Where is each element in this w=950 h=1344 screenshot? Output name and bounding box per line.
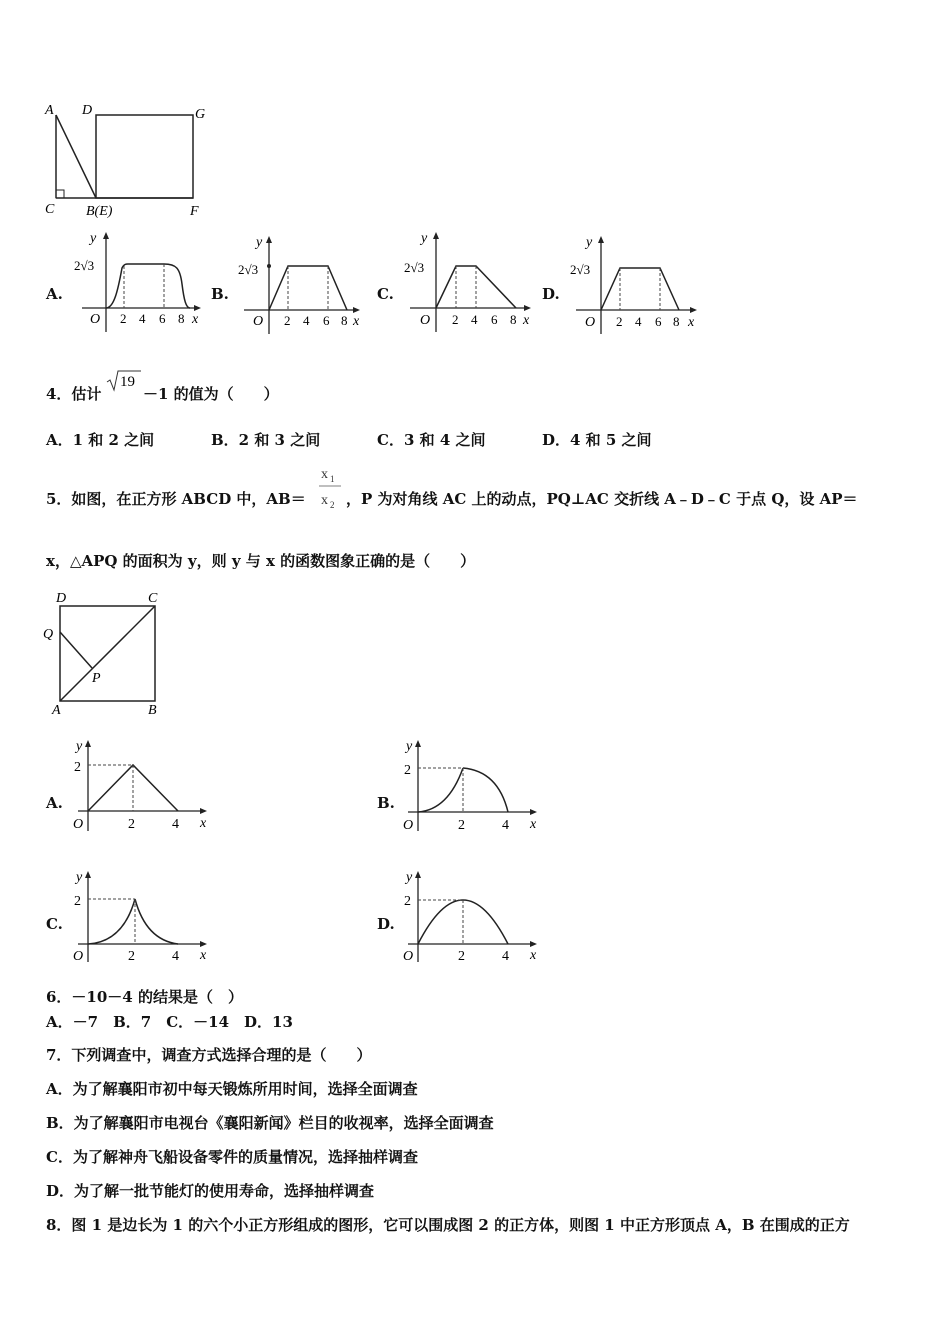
q3D-tick-2: 2 <box>616 314 623 329</box>
q3D-y-label: y <box>586 235 593 250</box>
q3C-x-label: x <box>523 313 530 328</box>
q3A-tick-6: 6 <box>159 311 166 326</box>
q5-line1-suffix: ，P 为对角线 AC 上的动点，PQ⊥AC 交折线 A﹣D﹣C 于点 Q，设 AP＝ <box>346 490 858 508</box>
q3-label-C: C <box>45 202 55 217</box>
q3A-x-label: x <box>192 312 199 327</box>
q4-choice-D[interactable]: D．4 和 5 之间 <box>542 431 652 449</box>
q4-stem-prefix: 4．估计 <box>46 385 102 403</box>
q3-graph-B <box>236 232 366 338</box>
q5-label-Q: Q <box>43 627 54 642</box>
q5-label-D: D <box>56 591 67 606</box>
q3-option-D-label: D. <box>542 285 560 303</box>
q4-stem-suffix: －1 的值为（ ） <box>143 385 279 403</box>
q5-label-P: P <box>92 671 101 686</box>
q5-frac-num: x <box>321 467 328 482</box>
q5-option-C-label: C. <box>46 915 63 933</box>
q7-choice-B[interactable]: B．为了解襄阳市电视台《襄阳新闻》栏目的收视率，选择全面调查 <box>46 1114 494 1132</box>
q5-label-A: A <box>52 703 61 718</box>
q3C-2root3: 2√3 <box>404 260 425 275</box>
q3-graph-D <box>568 232 703 338</box>
q5B-val2: 2 <box>404 763 411 778</box>
q3A-y-label: y <box>90 231 97 246</box>
q3C-O: O <box>420 313 431 328</box>
q5-option-D-label: D. <box>377 915 395 933</box>
q5-frac-den: x <box>321 493 328 508</box>
q4-choice-C[interactable]: C．3 和 4 之间 <box>377 431 486 449</box>
q3C-tick-4: 4 <box>471 312 478 327</box>
q5-graph-D <box>398 866 548 966</box>
q3A-2root3: 2√3 <box>74 258 95 273</box>
q3A-tick-4: 4 <box>139 311 146 326</box>
q5B-tick2: 2 <box>458 818 465 833</box>
q5D-y: y <box>406 870 413 885</box>
q5A-O: O <box>73 817 84 832</box>
q5D-tick4: 4 <box>502 949 509 964</box>
q5-graph-B <box>398 735 548 835</box>
q3B-tick-6: 6 <box>323 313 330 328</box>
q5A-tick4: 4 <box>172 817 179 832</box>
q5-option-B-label: B. <box>377 794 395 812</box>
q3-label-D: D <box>82 103 93 118</box>
q3A-tick-8: 8 <box>178 311 185 326</box>
q3-label-F: F <box>190 204 199 219</box>
q3C-tick-6: 6 <box>491 312 498 327</box>
q7-stem: 7．下列调查中，调查方式选择合理的是（ ） <box>46 1046 372 1064</box>
q4-choice-A[interactable]: A．1 和 2 之间 <box>46 431 155 449</box>
q3B-x-label: x <box>353 314 360 329</box>
q3B-2root3: 2√3 <box>238 262 259 277</box>
q5-frac-num-sub: 1 <box>330 474 335 484</box>
q5-graph-A <box>68 735 218 835</box>
q5-graph-C <box>68 866 218 966</box>
q5-line1-prefix: 5．如图，在正方形 ABCD 中，AB＝ <box>46 490 306 508</box>
q5B-tick4: 4 <box>502 818 509 833</box>
q5-line2: x，△APQ 的面积为 y，则 y 与 x 的函数图象正确的是（ ） <box>46 552 476 570</box>
q3B-O: O <box>253 314 264 329</box>
q3C-tick-8: 8 <box>510 312 517 327</box>
q3-option-A-label: A. <box>46 285 63 303</box>
q5C-tick4: 4 <box>172 949 179 964</box>
q3B-y-label: y <box>256 235 263 250</box>
q6-stem: 6．－10－4 的结果是（ ） <box>46 988 243 1006</box>
q3D-tick-4: 4 <box>635 314 642 329</box>
q5A-tick2: 2 <box>128 817 135 832</box>
q3D-2root3: 2√3 <box>570 262 591 277</box>
q6-choices[interactable]: A．－7 B．7 C．－14 D．13 <box>46 1013 293 1031</box>
q4-sqrt-19 <box>106 368 142 394</box>
q5B-y: y <box>406 739 413 754</box>
q3A-O: O <box>90 312 101 327</box>
q7-choice-C[interactable]: C．为了解神舟飞船设备零件的质量情况，选择抽样调查 <box>46 1148 418 1166</box>
q5D-tick2: 2 <box>458 949 465 964</box>
q3-label-G: G <box>195 107 206 122</box>
q5-figure <box>40 588 170 720</box>
q3C-y-label: y <box>421 231 428 246</box>
q5-option-A-label: A. <box>46 794 63 812</box>
q7-choice-A[interactable]: A．为了解襄阳市初中每天锻炼所用时间，选择全面调查 <box>46 1080 418 1098</box>
q3D-tick-6: 6 <box>655 314 662 329</box>
q3-graph-C <box>402 228 537 338</box>
q8-stem: 8．图 1 是边长为 1 的六个小正方形组成的图形，它可以围成图 2 的正方体，则图 1 中正方形顶点 A，B 在围成的正方 <box>46 1216 850 1234</box>
q4-choice-B[interactable]: B．2 和 3 之间 <box>211 431 321 449</box>
q5A-val2: 2 <box>74 760 81 775</box>
q5D-val2: 2 <box>404 894 411 909</box>
q5-frac-den-sub: 2 <box>330 500 335 510</box>
q3B-tick-8: 8 <box>341 313 348 328</box>
q5C-O: O <box>73 949 84 964</box>
q3B-tick-4: 4 <box>303 313 310 328</box>
q3-option-B-label: B. <box>211 285 229 303</box>
q7-choice-D[interactable]: D．为了解一批节能灯的使用寿命，选择抽样调查 <box>46 1182 375 1200</box>
q3-graph-A <box>72 228 207 338</box>
q3-label-A: A <box>45 103 54 118</box>
q5-fraction <box>318 462 344 514</box>
q3C-tick-2: 2 <box>452 312 459 327</box>
q5A-y: y <box>76 739 83 754</box>
q5B-O: O <box>403 818 414 833</box>
q3D-x-label: x <box>688 315 695 330</box>
q3D-tick-8: 8 <box>673 314 680 329</box>
q3-label-BE: B(E) <box>86 204 113 219</box>
q3A-tick-2: 2 <box>120 311 127 326</box>
q3-figure <box>40 98 220 223</box>
q5C-x: x <box>200 948 207 963</box>
q3D-O: O <box>585 315 596 330</box>
q5-label-C: C <box>148 591 158 606</box>
q3-option-C-label: C. <box>377 285 394 303</box>
q5C-tick2: 2 <box>128 949 135 964</box>
q5C-y: y <box>76 870 83 885</box>
q4-radicand: 19 <box>120 374 135 390</box>
q3B-tick-2: 2 <box>284 313 291 328</box>
q5A-x: x <box>200 816 207 831</box>
q5B-x: x <box>530 817 537 832</box>
q5D-O: O <box>403 949 414 964</box>
q5-label-B: B <box>148 703 157 718</box>
q5C-val2: 2 <box>74 894 81 909</box>
q5D-x: x <box>530 948 537 963</box>
